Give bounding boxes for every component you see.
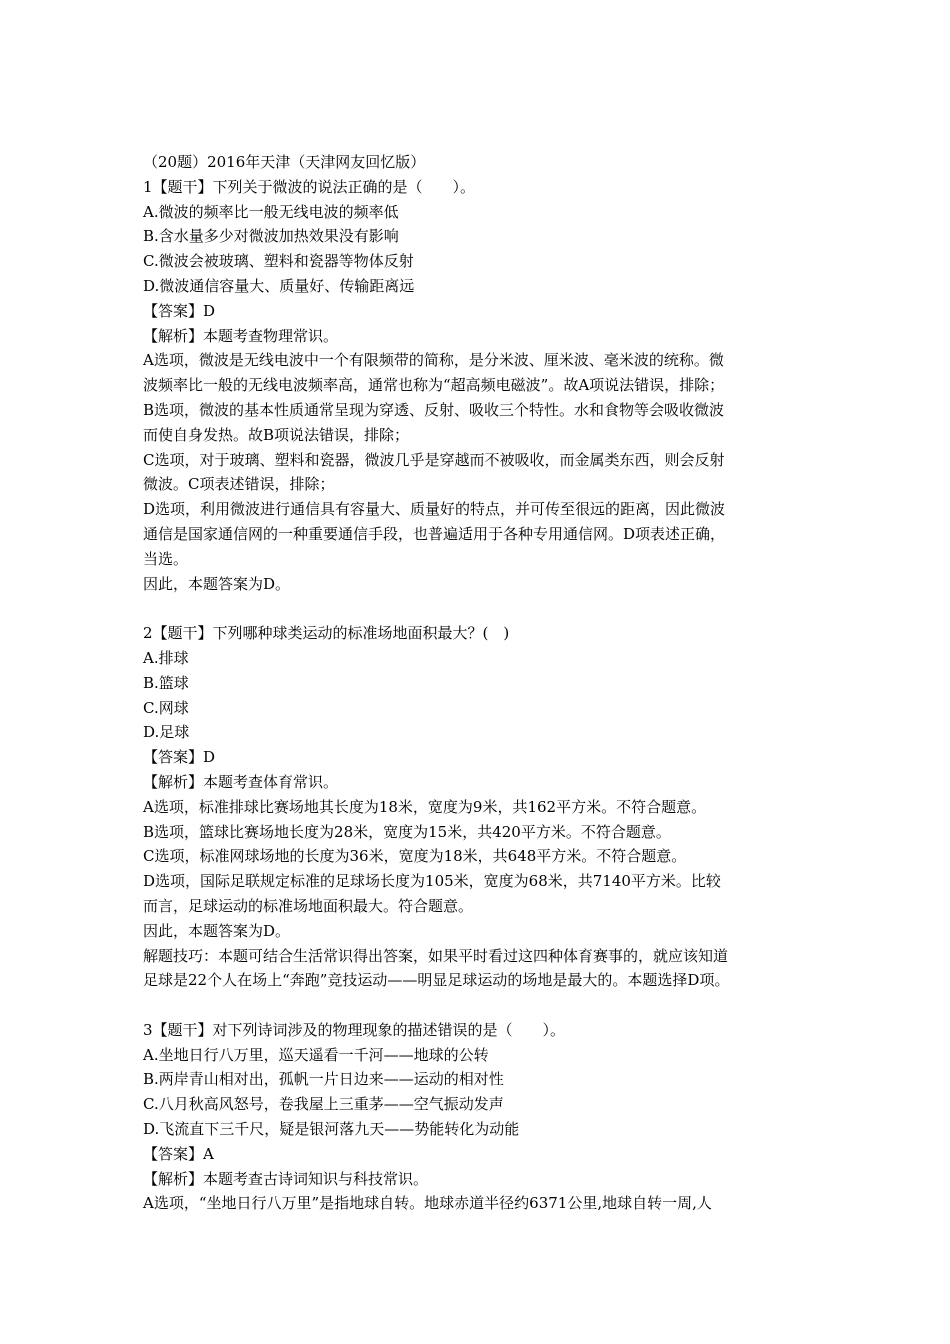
document-header: （20题）2016年天津（天津网友回忆版） <box>143 153 426 171</box>
question-3-analysis-line: A选项，“坐地日行八万里”是指地球自转。地球赤道半径约6371公里,地球自转一周,人 <box>143 1194 712 1213</box>
question-3-option-b: B.两岸青山相对出，孤帆一片日边来——运动的相对性 <box>143 1070 504 1089</box>
question-1-stem: 1【题干】下列关于微波的说法正确的是（ ）。 <box>143 177 476 196</box>
question-2-option-b: B.篮球 <box>143 673 189 692</box>
question-1-option-d: D.微波通信容量大、质量好、传输距离远 <box>143 276 415 295</box>
question-1-answer: 【答案】D <box>143 301 216 320</box>
question-2-answer: 【答案】D <box>143 748 216 767</box>
question-1-analysis-line: 而使自身发热。故B项说法错误，排除； <box>143 425 410 444</box>
question-2-analysis-line: 而言，足球运动的标准场地面积最大。符合题意。 <box>143 896 474 915</box>
question-3-option-c: C.八月秋高风怒号，卷我屋上三重茅——空气振动发声 <box>143 1095 504 1114</box>
question-2-tip: 解题技巧：本题可结合生活常识得出答案，如果平时看过这四种体育赛事的，就应该知道 <box>143 946 729 965</box>
question-3-option-a: A.坐地日行八万里，巡天遥看一千河——地球的公转 <box>143 1045 489 1064</box>
question-1-analysis-line: A选项，微波是无线电波中一个有限频带的简称，是分米波、厘米波、毫米波的统称。微 <box>143 351 724 370</box>
question-1-conclusion: 因此，本题答案为D。 <box>143 574 291 593</box>
question-2-analysis: 【解析】本题考查体育常识。 <box>143 772 339 791</box>
question-1-analysis-line: D选项，利用微波进行通信具有容量大、质量好的特点，并可传至很远的距离，因此微波 <box>143 500 726 519</box>
question-2-option-c: C.网球 <box>143 698 189 717</box>
paragraph-gap <box>143 596 820 621</box>
question-2-option-d: D.足球 <box>143 723 190 742</box>
question-1-option-c: C.微波会被玻璃、塑料和瓷器等物体反射 <box>143 252 414 271</box>
question-1-analysis-line: 当选。 <box>143 549 189 568</box>
question-1-option-b: B.含水量多少对微波加热效果没有影响 <box>143 227 399 246</box>
question-2-analysis-line: C选项，标准网球场地的长度为36米，宽度为18米，共648平方米。不符合题意。 <box>143 847 687 866</box>
question-1-analysis-line: C选项，对于玻璃、塑料和瓷器，微波几乎是穿越而不被吸收，而金属类东西，则会反射 <box>143 450 725 469</box>
question-2-analysis-line: A选项，标准排球比赛场地其长度为18米，宽度为9米，共162平方米。不符合题意。 <box>143 797 707 816</box>
question-1-analysis: 【解析】本题考查物理常识。 <box>143 326 339 345</box>
question-1-analysis-line: 微波。C项表述错误，排除； <box>143 475 335 494</box>
question-2-option-a: A.排球 <box>143 648 189 667</box>
question-1-analysis-line: 通信是国家通信网的一种重要通信手段，也普遍适用于各种专用通信网。D项表述正确， <box>143 524 726 543</box>
question-2-conclusion: 因此，本题答案为D。 <box>143 921 291 940</box>
question-2 <box>143 621 820 993</box>
question-2-analysis-line: D选项，国际足联规定标准的足球场长度为105米，宽度为68米，共7140平方米。比较 <box>143 872 721 891</box>
question-2-tip-line: 足球是22个人在场上“奔跑”竞技运动——明显足球运动的场地是最大的。本题选择D项。 <box>143 971 730 990</box>
question-3-option-d: D.飞流直下三千尺，疑是银河落九天——势能转化为动能 <box>143 1120 520 1139</box>
paragraph-gap <box>143 993 820 1018</box>
question-2-stem: 2【题干】下列哪种球类运动的标准场地面积最大？( ) <box>143 624 510 643</box>
question-3 <box>143 1018 820 1216</box>
question-1-analysis-line: 波频率比一般的无线电波频率高，通常也称为“超高频电磁波”。故A项说法错误，排除； <box>143 376 725 395</box>
question-3-stem: 3【题干】对下列诗词涉及的物理现象的描述错误的是（ ）。 <box>143 1020 566 1039</box>
question-1-option-a: A.微波的频率比一般无线电波的频率低 <box>143 202 399 221</box>
question-2-analysis-line: B选项，篮球比赛场地长度为28米，宽度为15米，共420平方米。不符合题意。 <box>143 822 671 841</box>
question-3-answer: 【答案】A <box>143 1144 214 1163</box>
question-1 <box>143 175 820 597</box>
question-1-analysis-line: B选项，微波的基本性质通常呈现为穿透、反射、吸收三个特性。水和食物等会吸收微波 <box>143 400 725 419</box>
question-3-analysis: 【解析】本题考查古诗词知识与科技常识。 <box>143 1169 429 1188</box>
